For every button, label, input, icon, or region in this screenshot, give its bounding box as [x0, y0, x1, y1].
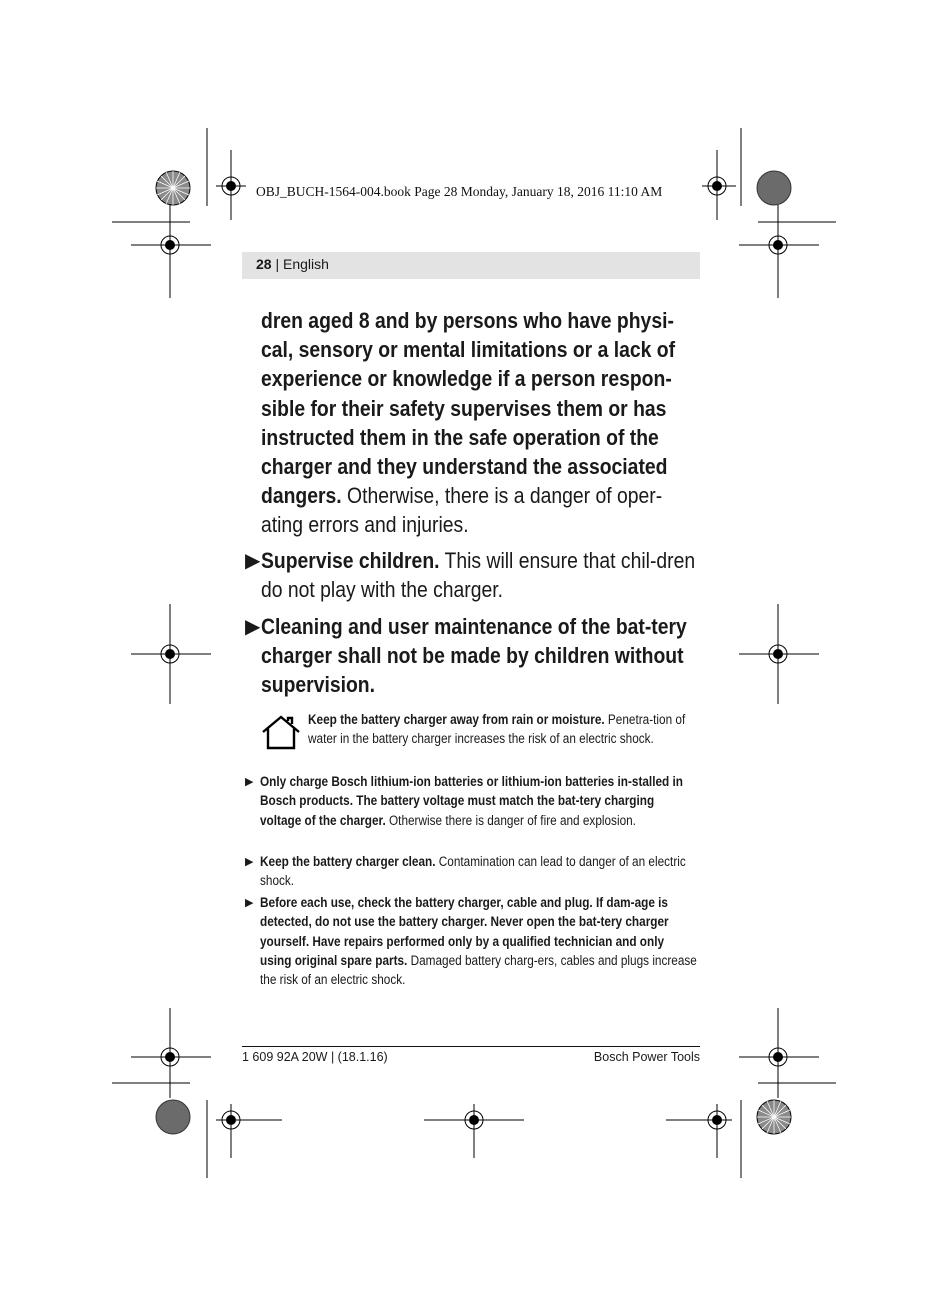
small-item-clean	[260, 852, 698, 891]
footer-brand: Bosch Power Tools	[593, 1050, 700, 1064]
paragraph-continuation	[261, 306, 701, 540]
registration-mark-bottom-left	[216, 1104, 282, 1158]
header-separator: |	[271, 256, 283, 272]
star-target-top-left	[156, 171, 190, 205]
small-item-bold: Only charge Bosch lithium-ion batteries or lithium-ion batteries in-stalled in Bosch products. The battery voltage must match the bat-tery charging voltage of the charger.	[260, 774, 683, 828]
page-number: 28	[256, 256, 272, 272]
paragraph-bold: dren aged 8 and by persons who have physi-cal, sensory or mental limitations or a lack of experience or knowledge if a person respon-sible for their safety supervises them or has instructed them in the safe operation of the charger and they understand the associated dangers.	[261, 308, 676, 509]
small-item-check	[260, 893, 698, 989]
bullet-arrow-icon: ▶	[245, 776, 254, 788]
small-item-bold: Before each use, check the battery charger, cable and plug. If dam-age is detected, do not use the battery charger. Never open the bat-tery charger yourself. Have repairs performed only by a qualified technician and only using original spare parts.	[260, 895, 669, 968]
registration-mark-top-left	[216, 150, 246, 220]
bullet-arrow-icon: ▶	[245, 550, 261, 572]
registration-mark-bottom-center	[424, 1104, 524, 1158]
large-item-bold: Cleaning and user maintenance of the bat-tery charger shall not be made by children without supervision.	[261, 614, 687, 698]
bullet-arrow-icon: ▶	[245, 897, 254, 909]
bullet-arrow-icon: ▶	[245, 856, 254, 868]
registration-mark-top-right	[702, 150, 736, 220]
grey-dot-bottom-left	[156, 1100, 190, 1134]
slug-line: OBJ_BUCH-1564-004.book Page 28 Monday, January 18, 2016 11:10 AM	[256, 184, 663, 199]
large-item-normal: This will ensure that chil-dren do not play with the charger.	[261, 548, 696, 603]
grey-dot-top-right	[757, 171, 791, 205]
house-note	[308, 710, 700, 749]
large-item-supervise	[261, 546, 701, 604]
large-item-cleaning	[261, 612, 701, 700]
small-item-normal: Damaged battery charg-ers, cables and plugs increase the risk of an electric shock.	[260, 952, 697, 988]
house-note-bold: Keep the battery charger away from rain or moisture.	[308, 712, 605, 727]
registration-mark-left-upper	[131, 205, 211, 298]
footer-rule	[242, 1046, 700, 1047]
page-header	[242, 252, 700, 279]
registration-mark-bottom-right	[666, 1104, 732, 1158]
small-item-lithium	[260, 772, 698, 830]
registration-mark-left-middle	[131, 604, 211, 704]
header-language: English	[283, 256, 329, 272]
small-item-normal: Contamination can lead to danger of an electric shock.	[260, 854, 686, 889]
star-target-bottom-right	[757, 1100, 791, 1134]
registration-mark-right-lower	[739, 1008, 819, 1098]
header-text	[256, 256, 329, 272]
small-item-bold: Keep the battery charger clean.	[260, 854, 436, 869]
house-icon	[261, 714, 301, 752]
bullet-arrow-icon: ▶	[245, 616, 261, 638]
large-item-bold: Supervise children.	[261, 548, 440, 573]
paragraph-normal: Otherwise, there is a danger of oper-ating errors and injuries.	[261, 483, 663, 538]
footer-doc-number: 1 609 92A 20W | (18.1.16)	[242, 1050, 388, 1064]
small-item-normal: Otherwise there is danger of fire and explosion.	[385, 812, 636, 828]
registration-mark-right-middle	[739, 604, 819, 704]
registration-mark-left-lower	[131, 1008, 211, 1098]
house-note-normal: Penetra-tion of water in the battery charger increases the risk of an electric shock.	[308, 712, 686, 747]
registration-mark-right-upper	[739, 205, 819, 298]
